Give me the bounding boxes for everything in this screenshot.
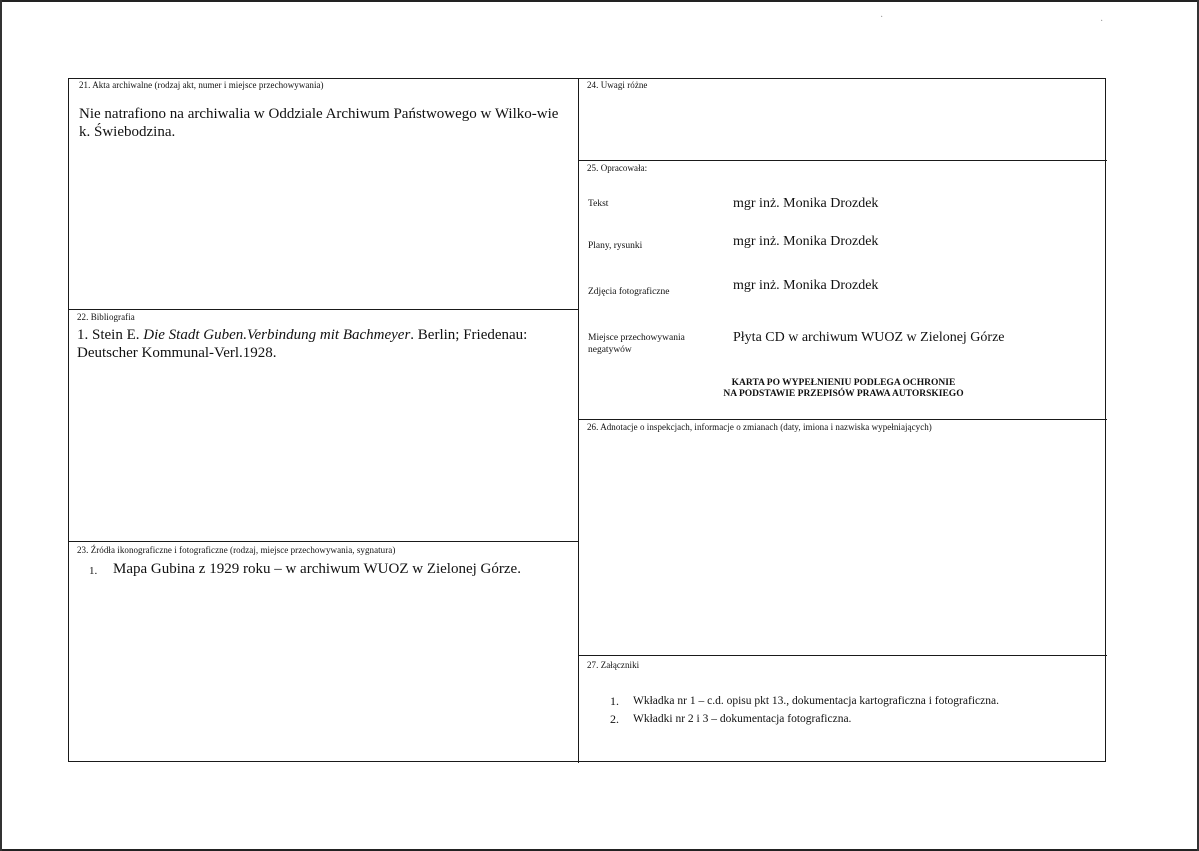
section-27-label: 27. Załączniki bbox=[587, 660, 640, 670]
attachment-item-number: 2. bbox=[610, 712, 619, 726]
section-21-text: Nie natrafiono na archiwalia w Oddziale Archiwum Państwowego w Wilko-wie k. Świebodzina. bbox=[79, 106, 559, 140]
field-value-photos: mgr inż. Monika Drozdek bbox=[733, 278, 879, 293]
archive-card-form bbox=[68, 78, 1106, 762]
field-label-photos: Zdjęcia fotograficzne bbox=[588, 287, 670, 297]
attachment-item-number: 1. bbox=[610, 694, 619, 708]
divider-26-27 bbox=[578, 655, 1107, 656]
source-item-number: 1. bbox=[89, 565, 98, 577]
copyright-notice-line-2: NA PODSTAWIE PRZEPISÓW PRAWA AUTORSKIEGO bbox=[723, 389, 964, 399]
scan-border-top bbox=[0, 0, 1199, 2]
field-label-plans: Plany, rysunki bbox=[588, 241, 643, 251]
bibliography-entry bbox=[77, 326, 572, 362]
bibliography-entry-rest: . Berlin; Friedenau: Deutscher Kommunal-Verl.1928. bbox=[77, 327, 528, 361]
section-24-label: 24. Uwagi różne bbox=[587, 80, 648, 90]
scan-border-left bbox=[0, 0, 2, 851]
section-25-label: 25. Opracowała: bbox=[587, 163, 648, 173]
field-value-negatives: Płyta CD w archiwum WUOZ w Zielonej Górze bbox=[733, 330, 1005, 345]
attachment-item-text: Wkładki nr 2 i 3 – dokumentacja fotograficzna. bbox=[633, 713, 852, 725]
divider-21-22 bbox=[69, 309, 578, 310]
divider-24-25 bbox=[578, 160, 1107, 161]
section-22-label: 22. Bibliografia bbox=[77, 312, 135, 322]
bibliography-entry-prefix: 1. Stein E. bbox=[77, 327, 144, 343]
scan-speck: · bbox=[1100, 16, 1104, 27]
copyright-notice bbox=[681, 378, 1006, 400]
divider-25-26 bbox=[578, 419, 1107, 420]
field-label-text: Tekst bbox=[588, 199, 609, 209]
attachment-item-text: Wkładka nr 1 – c.d. opisu pkt 13., dokumentacja kartograficzna i fotograficzna. bbox=[633, 695, 999, 707]
section-23-label: 23. Źródła ikonograficzne i fotograficzne (rodzaj, miejsce przechowywania, sygnatura) bbox=[77, 545, 396, 555]
section-21-label: 21. Akta archiwalne (rodzaj akt, numer i miejsce przechowywania) bbox=[79, 80, 324, 90]
source-item-text: Mapa Gubina z 1929 roku – w archiwum WUOZ w Zielonej Górze. bbox=[113, 561, 521, 577]
field-value-plans: mgr inż. Monika Drozdek bbox=[733, 234, 879, 249]
field-label-negatives: Miejsce przechowywania negatywów bbox=[588, 333, 685, 355]
scan-speck: · bbox=[880, 12, 884, 23]
column-divider bbox=[578, 79, 579, 763]
field-value-text: mgr inż. Monika Drozdek bbox=[733, 196, 879, 211]
copyright-notice-line-1: KARTA PO WYPEŁNIENIU PODLEGA OCHRONIE bbox=[731, 378, 956, 388]
divider-22-23 bbox=[69, 541, 578, 542]
bibliography-entry-title: Die Stadt Guben.Verbindung mit Bachmeyer bbox=[143, 327, 411, 343]
section-26-label: 26. Adnotacje o inspekcjach, informacje o zmianach (daty, imiona i nazwiska wypełniających) bbox=[587, 422, 932, 432]
